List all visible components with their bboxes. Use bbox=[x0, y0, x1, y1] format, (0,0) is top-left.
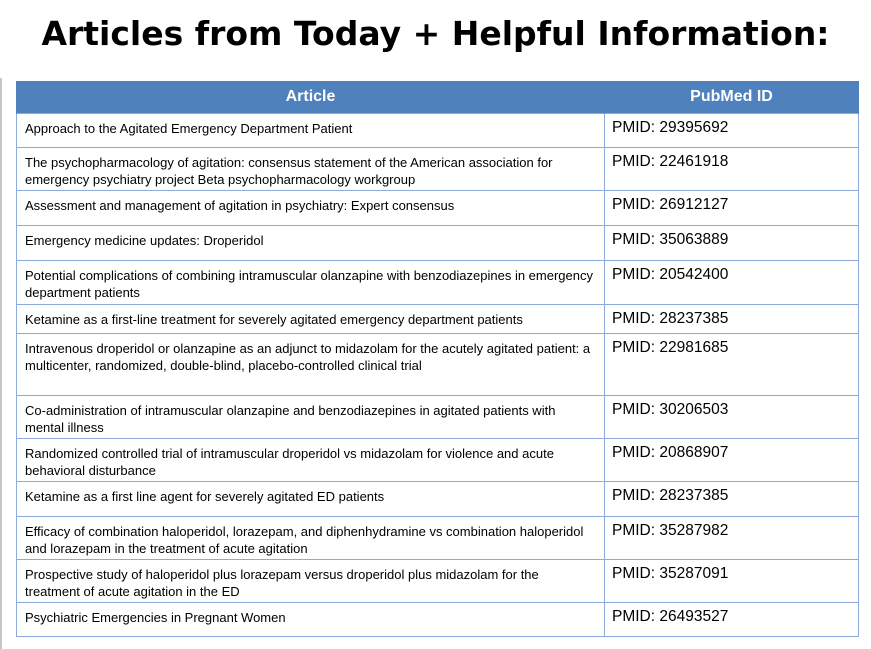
article-title-cell: Co-administration of intramuscular olanzapine and benzodiazepines in agitated patients with mental illness bbox=[17, 396, 605, 439]
pmid-cell: PMID: 28237385 bbox=[605, 482, 859, 517]
pmid-cell: PMID: 22461918 bbox=[605, 148, 859, 191]
page-title: Articles from Today + Helpful Information: bbox=[41, 14, 830, 53]
table-row bbox=[17, 334, 859, 396]
column-header-article: Article bbox=[17, 81, 605, 114]
article-title-cell: Ketamine as a first-line treatment for severely agitated emergency department patients bbox=[17, 305, 605, 334]
pmid-cell: PMID: 20542400 bbox=[605, 261, 859, 305]
article-title-cell: Prospective study of haloperidol plus lorazepam versus droperidol plus midazolam for the treatment of acute agitation in the ED bbox=[17, 560, 605, 603]
article-title-cell: Psychiatric Emergencies in Pregnant Women bbox=[17, 603, 605, 637]
article-title-cell: Emergency medicine updates: Droperidol bbox=[17, 226, 605, 261]
article-title-cell: Efficacy of combination haloperidol, lorazepam, and diphenhydramine vs combination haloperidol and lorazepam in the treatment of acute agitation bbox=[17, 517, 605, 560]
pmid-cell: PMID: 26493527 bbox=[605, 603, 859, 637]
article-title-cell: The psychopharmacology of agitation: consensus statement of the American association for emergency psychiatry project Beta psychopharmacology workgroup bbox=[17, 148, 605, 191]
article-title-cell: Ketamine as a first line agent for severely agitated ED patients bbox=[17, 482, 605, 517]
pmid-cell: PMID: 35063889 bbox=[605, 226, 859, 261]
table-row bbox=[17, 482, 859, 517]
table-row bbox=[17, 261, 859, 305]
article-title-cell: Potential complications of combining intramuscular olanzapine with benzodiazepines in emergency department patients bbox=[17, 261, 605, 305]
table-row bbox=[17, 191, 859, 226]
pmid-cell: PMID: 35287982 bbox=[605, 517, 859, 560]
pmid-cell: PMID: 29395692 bbox=[605, 114, 859, 148]
table-row bbox=[17, 396, 859, 439]
pmid-cell: PMID: 35287091 bbox=[605, 560, 859, 603]
table-row bbox=[17, 603, 859, 637]
pmid-cell: PMID: 22981685 bbox=[605, 334, 859, 396]
pmid-cell: PMID: 30206503 bbox=[605, 396, 859, 439]
table-row bbox=[17, 439, 859, 482]
table-row bbox=[17, 114, 859, 148]
article-title-cell: Approach to the Agitated Emergency Department Patient bbox=[17, 114, 605, 148]
table-row bbox=[17, 148, 859, 191]
table-row bbox=[17, 560, 859, 603]
pmid-cell: PMID: 20868907 bbox=[605, 439, 859, 482]
articles-table bbox=[16, 81, 859, 637]
table-row bbox=[17, 517, 859, 560]
article-title-cell: Assessment and management of agitation in psychiatry: Expert consensus bbox=[17, 191, 605, 226]
slide-edge-divider bbox=[0, 78, 2, 649]
table-row bbox=[17, 226, 859, 261]
table-header-row bbox=[17, 81, 859, 114]
pmid-cell: PMID: 26912127 bbox=[605, 191, 859, 226]
article-title-cell: Randomized controlled trial of intramuscular droperidol vs midazolam for violence and acute behavioral disturbance bbox=[17, 439, 605, 482]
table-row bbox=[17, 305, 859, 334]
article-title-cell: Intravenous droperidol or olanzapine as an adjunct to midazolam for the acutely agitated patient: a multicenter, randomized, double-blind, placebo-controlled clinical trial bbox=[17, 334, 605, 396]
pmid-cell: PMID: 28237385 bbox=[605, 305, 859, 334]
column-header-pubmed-id: PubMed ID bbox=[605, 81, 859, 114]
